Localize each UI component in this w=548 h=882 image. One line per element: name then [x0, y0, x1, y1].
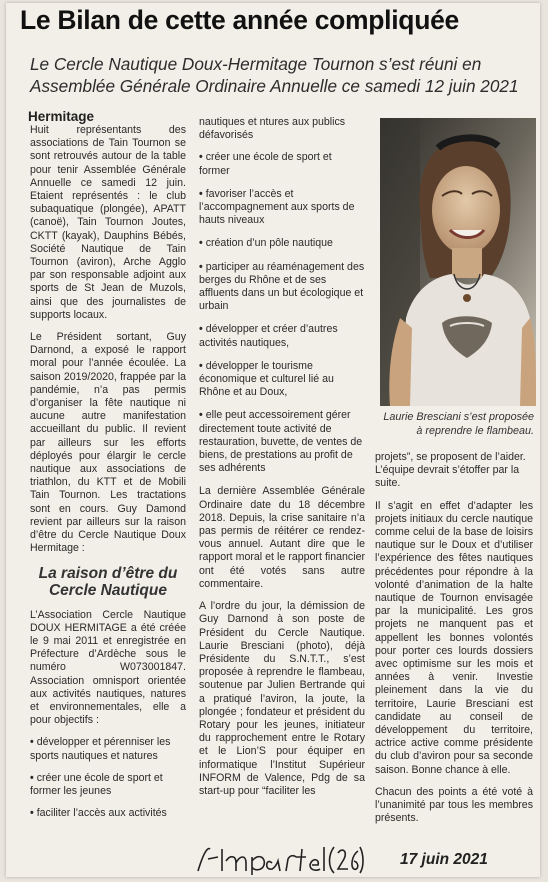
list-item: • favoriser l’accès et l’accompagnement aux sports de hauts niveaux	[199, 187, 355, 227]
list-item: • développer et pérenniser les sports nautiques et natures	[30, 736, 171, 762]
list-item-text: favoriser l’accès et l’accompagnement aux sports de hauts niveaux	[199, 187, 355, 227]
list-item-text: création d’un pôle nautique	[205, 237, 333, 250]
list-item: • développer et créer d’autres activités nautiques,	[199, 323, 338, 349]
headline: Le Bilan de cette année compliquée	[20, 5, 459, 35]
list-item: • faciliter l’accès aux activités	[30, 807, 167, 820]
list-item: • participer au réaménagement des berges du Rhône et de ses affluents dans un but écologique et urbain	[199, 260, 365, 313]
list-item-text: développer et créer d’autres activités nautiques,	[199, 323, 338, 349]
handwritten-logo-graphic	[194, 841, 364, 877]
paragraph: Chacun des points a été voté à l’unanimité par tous les membres présents.	[375, 785, 533, 825]
paragraph: L’Association Cercle Nautique DOUX HERMITAGE a été créée le 9 mai 2011 et enregistrée en Préfecture d’Ardèche sous le numéro W073001847. Association omnisport orientée aux activités nautiques, natures et environnementales, elle a pour objectifs :	[30, 608, 186, 727]
list-item: • développer le tourisme économique et culturel lié au Rhône et au Doux,	[199, 359, 334, 399]
list-item: • elle peut accessoirement gérer directement toute activité de restauration, buvette, de ventes de biens, de prestations au profit de ses adhérents	[199, 409, 363, 475]
paragraph: A l’ordre du jour, la démission de Guy Darnond à son poste de Président du Cercle Nautique. Laurie Bresciani (photo), déjà Présidente du S.N.T.T., s’est proposée à reprendre le flambeau, soutenue par Julien Bertrande qui a pratiqué l’aviron, la joute, la plongée ; fondateur et président du Rotary pour les jeunes, initiateur du rapprochement entre le Rotary et le Lion’S pour équiper en informatique l’Institut Supérieur INFORM de Valence, Pdg de sa start-up pour “faciliter les	[199, 600, 365, 797]
paragraph: Il s’agit en effet d’adapter les projets initiaux du cercle nautique comme celui de la base de loisirs nautique sur le Doux et d’utiliser l’expérience des fêtes nautiques précédentes pour répondre à la volonté d’animation de la halte nautique de Tournon envisagée par la municipalité. Les gros projets ne manquent pas et appellent les bonnes volontés pour porter ces lourds dossiers avec optimisme sur les mois et années à venir. Investie pleinement dans la vie du territoire, Laurie Bresciani est candidate au conseil de développement du territoire, actrice active comme présidente du club d’aviron pour sa seconde saison. Bonne chance à elle.	[375, 499, 533, 776]
article-column-2	[199, 116, 365, 807]
photo-caption: Laurie Bresciani s’est proposée à reprendre le flambeau.	[383, 411, 534, 437]
dateline: Hermitage	[28, 109, 95, 124]
publication-logo	[194, 841, 364, 877]
subheadline: Le Cercle Nautique Doux-Hermitage Tournon s’est réuni en Assemblée Générale Ordinaire Annuelle ce samedi 12 juin 2021	[30, 54, 519, 96]
list-item: • création d’un pôle nautique	[199, 237, 333, 250]
section-title: La raison d’être du Cercle Nautique	[38, 564, 178, 599]
list-item-text: participer au réaménagement des berges du Rhône et de ses affluents dans un but écologique et urbain	[199, 260, 365, 313]
list-item-text: développer et pérenniser les sports nautiques et natures	[30, 736, 171, 762]
list-item: • créer une école de sport et former les jeunes	[30, 771, 163, 797]
paragraph: Huit représentants des associations de Tain Tournon se sont retrouvés autour de la table pour tenir Assemblée Générale Annuelle ce samedi 12 juin. Etaient représentés : le club subaquatique (plongée), APATT (canoë), Tain Tournon Joutes, CKTT (kayak), Dauphins Bébés, Société Nautique de Tain Tournon (aviron), Arche Agglo par son responsable adjoint aux sports de St Jean de Muzols, ainsi que des journalistes de supports locaux.	[30, 124, 186, 321]
paragraph: nautiques et ntures aux publics défavorisés	[199, 116, 346, 142]
list-item-text: créer une école de sport et former	[199, 151, 332, 177]
newspaper-page	[6, 3, 540, 877]
article-column-1	[30, 124, 186, 829]
article-column-3	[375, 451, 533, 834]
paragraph: Le Président sortant, Guy Darnond, a exposé le rapport moral pour l’année écoulée. La saison 2019/2020, frappée par la pandémie, n’a pas permis d’organiser la fête nautique ni aucune autre manifestation accueillant du public. Il revient par ailleurs sur les efforts déployés pour élargir le cercle nautique aux associations de triathlon, du KTT et de Mobili Tain Tournon. Les tractations sont en cours. Guy Damond revient par ailleurs sur la raison d’être du Cercle Nautique Doux Hermitage :	[30, 331, 186, 555]
list-item-text: elle peut accessoirement gérer directement toute activité de restauration, buvette, de ventes de biens, de prestations au profit de ses adhérents	[199, 409, 363, 475]
publication-date: 17 juin 2021	[400, 851, 488, 868]
portrait-illustration	[380, 118, 536, 406]
list-item-text: créer une école de sport et former les jeunes	[30, 771, 163, 797]
list-item-text: développer le tourisme économique et culturel lié au Rhône et au Doux,	[199, 359, 334, 399]
paragraph: projets”, se proposent de l’aider. L’équipe devrait s’étoffer par la suite.	[375, 451, 526, 490]
portrait-photo	[380, 118, 536, 406]
paragraph: La dernière Assemblée Générale Ordinaire date du 18 décembre 2018. Depuis, la crise sanitaire n’a pas permis de réitérer ce rendez-vous annuel. Autant dire que le rapport moral et le rapport financier ont été votés sans autre commentaire.	[199, 485, 365, 590]
list-item-text: faciliter l’accès aux activités	[36, 807, 167, 820]
list-item: • créer une école de sport et former	[199, 151, 332, 177]
